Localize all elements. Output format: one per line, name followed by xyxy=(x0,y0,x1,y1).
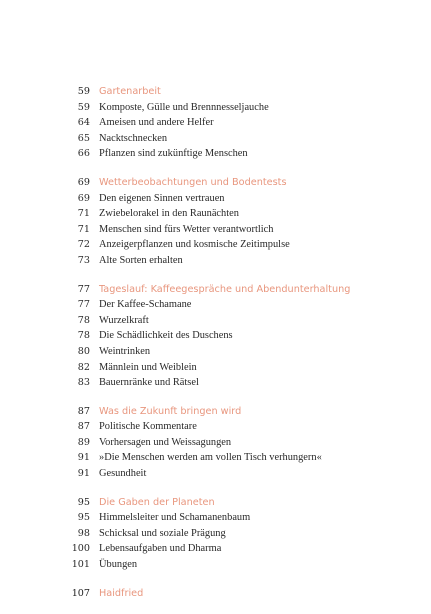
entry-title: Nacktschnecken xyxy=(99,132,168,144)
entry-title: Vorhersagen und Weissagungen xyxy=(99,436,232,448)
toc-section xyxy=(62,404,422,482)
toc-entry[interactable] xyxy=(62,297,422,313)
entry-title: Alte Sorten erhalten xyxy=(99,254,183,266)
page-number: 78 xyxy=(77,330,90,342)
page-number: 72 xyxy=(77,239,90,251)
entry-title: Weintrinken xyxy=(99,345,151,357)
toc-entry[interactable] xyxy=(62,191,422,207)
entry-title: Komposte, Gülle und Brennnesseljauche xyxy=(99,101,269,113)
page-number: 59 xyxy=(77,101,90,113)
page-number: 71 xyxy=(77,223,90,235)
page-number: 64 xyxy=(77,117,90,129)
page-number: 91 xyxy=(77,468,90,480)
page-number: 80 xyxy=(77,345,90,357)
toc-entry[interactable] xyxy=(62,146,422,162)
entry-title: Menschen sind fürs Wetter verantwortlich xyxy=(99,223,274,235)
toc-entry[interactable] xyxy=(62,510,422,526)
entry-title: Pflanzen sind zukünftige Menschen xyxy=(99,148,248,160)
entry-title: Bauernränke und Rätsel xyxy=(99,377,199,389)
toc-section-heading[interactable] xyxy=(62,84,422,100)
entry-title: Ameisen und andere Helfer xyxy=(99,117,214,129)
toc-entry[interactable] xyxy=(62,328,422,344)
toc-entry[interactable] xyxy=(62,131,422,147)
toc-entry[interactable] xyxy=(62,375,422,391)
toc-entry[interactable] xyxy=(62,206,422,222)
page-number: 95 xyxy=(77,512,90,524)
section-title: Tageslauf: Kaffeegespräche und Abendunterhaltung xyxy=(99,283,351,295)
toc-section xyxy=(62,282,422,391)
page-number: 107 xyxy=(71,587,90,599)
entry-title: Wurzelkraft xyxy=(99,314,149,326)
entry-title: Anzeigerpflanzen und kosmische Zeitimpulse xyxy=(99,239,290,251)
toc-entry[interactable] xyxy=(62,237,422,253)
toc-section-heading[interactable] xyxy=(62,282,422,298)
page-number: 89 xyxy=(77,436,90,448)
entry-title: Die Schädlichkeit des Duschens xyxy=(99,330,233,342)
toc-entry[interactable] xyxy=(62,115,422,131)
toc-section-heading[interactable] xyxy=(62,404,422,420)
entry-title: Himmelsleiter und Schamanenbaum xyxy=(99,512,251,524)
toc-entry[interactable] xyxy=(62,526,422,542)
toc-section xyxy=(62,495,422,573)
toc-entry[interactable] xyxy=(62,253,422,269)
entry-title: Zwiebelorakel in den Raunächten xyxy=(99,208,239,220)
entry-title: »Die Menschen werden am vollen Tisch verhungern« xyxy=(99,452,322,464)
page-number: 69 xyxy=(77,176,90,188)
entry-title: Männlein und Weiblein xyxy=(99,361,197,373)
page-number: 87 xyxy=(77,421,90,433)
section-title: Was die Zukunft bringen wird xyxy=(99,405,242,417)
page-number: 66 xyxy=(77,148,90,160)
page-number: 78 xyxy=(77,314,90,326)
section-title: Haidfried xyxy=(99,587,144,599)
table-of-contents xyxy=(62,84,422,614)
page-number: 71 xyxy=(77,208,90,220)
page-number: 82 xyxy=(77,361,90,373)
page-number: 77 xyxy=(77,299,90,311)
page-number: 69 xyxy=(77,192,90,204)
section-title: Wetterbeobachtungen und Bodentests xyxy=(99,176,287,188)
entry-title: Politische Kommentare xyxy=(99,421,197,433)
toc-entry[interactable] xyxy=(62,541,422,557)
entry-title: Schicksal und soziale Prägung xyxy=(99,527,226,539)
toc-final-heading[interactable] xyxy=(62,586,422,602)
toc-section xyxy=(62,586,422,602)
page-number: 83 xyxy=(77,377,90,389)
toc-section xyxy=(62,84,422,162)
page-number: 95 xyxy=(77,496,90,508)
page-number: 87 xyxy=(77,405,90,417)
toc-entry[interactable] xyxy=(62,360,422,376)
page-number: 101 xyxy=(71,559,90,571)
page-number: 73 xyxy=(77,254,90,266)
toc-entry[interactable] xyxy=(62,344,422,360)
section-title: Die Gaben der Planeten xyxy=(99,496,215,508)
toc-entry[interactable] xyxy=(62,100,422,116)
toc-entry[interactable] xyxy=(62,222,422,238)
toc-entry[interactable] xyxy=(62,435,422,451)
toc-entry[interactable] xyxy=(62,419,422,435)
entry-title: Übungen xyxy=(99,559,138,571)
page-number: 59 xyxy=(77,86,90,97)
entry-title: Lebensaufgaben und Dharma xyxy=(99,543,222,555)
toc-section-heading[interactable] xyxy=(62,495,422,511)
page-number: 77 xyxy=(77,283,90,295)
page-number: 91 xyxy=(77,452,90,464)
page-number: 65 xyxy=(77,132,90,144)
entry-title: Den eigenen Sinnen vertrauen xyxy=(99,192,225,204)
entry-title: Der Kaffee-Schamane xyxy=(99,299,192,311)
toc-section-heading[interactable] xyxy=(62,175,422,191)
section-title: Gartenarbeit xyxy=(99,86,161,97)
page-number: 100 xyxy=(71,543,90,555)
toc-section xyxy=(62,175,422,269)
toc-entry[interactable] xyxy=(62,466,422,482)
toc-entry[interactable] xyxy=(62,450,422,466)
page-number: 98 xyxy=(77,527,90,539)
toc-entry[interactable] xyxy=(62,313,422,329)
entry-title: Gesundheit xyxy=(99,468,147,480)
